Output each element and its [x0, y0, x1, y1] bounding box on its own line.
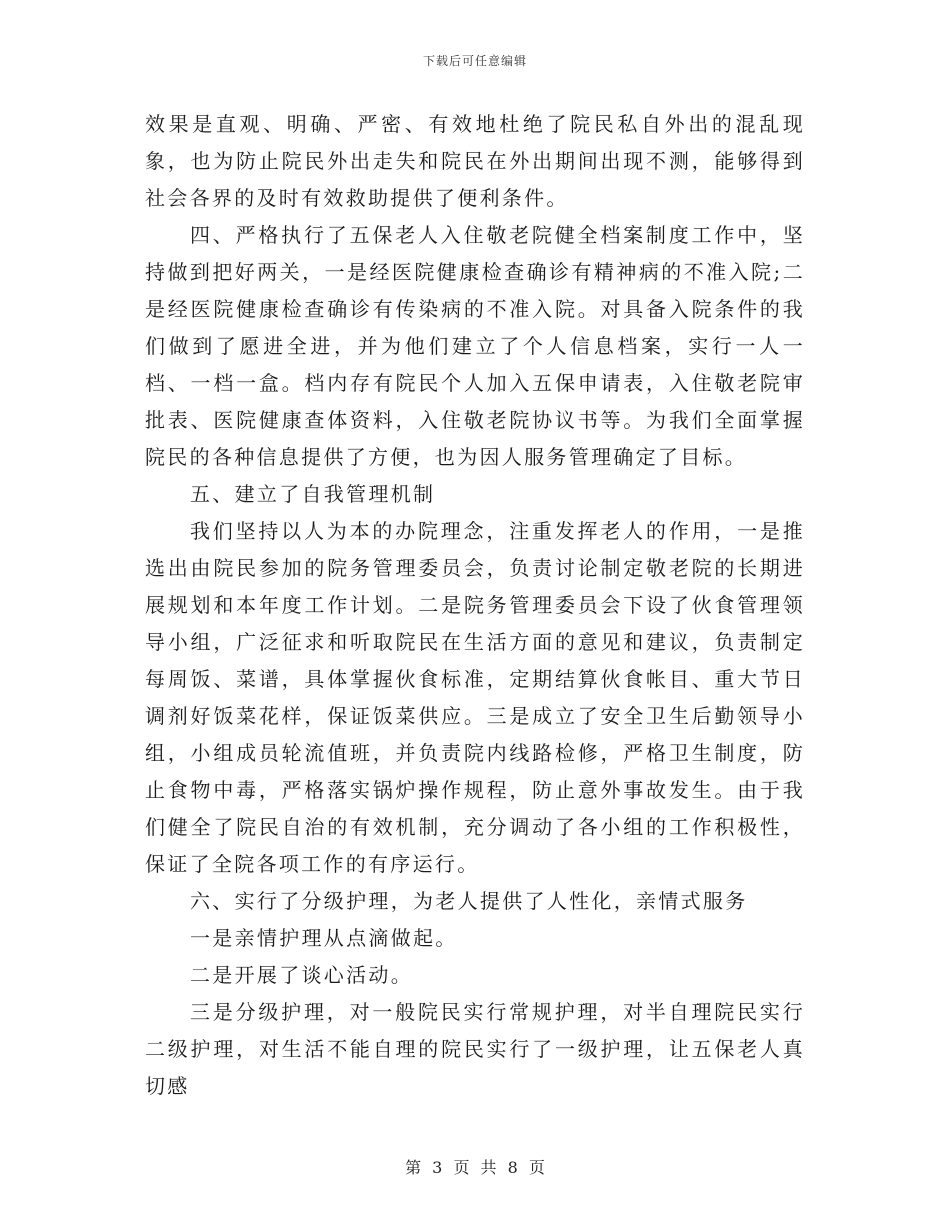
list-item-1: 一是亲情护理从点滴做起。: [190, 926, 458, 950]
section-heading-5: 五、建立了自我管理机制: [190, 482, 436, 506]
page-header-note: 下载后可任意编辑: [422, 54, 527, 68]
body-paragraph-1: 效果是直观、明确、严密、有效地杜绝了院民私自外出的混乱现象，也为防止院民外出走失和院民在外出期间出现不测，能够得到社会各界的及时有效救助提供了便利条件。: [145, 112, 805, 210]
body-paragraph-3: 我们坚持以人为本的办院理念，注重发挥老人的作用，一是推选出由院民参加的院务管理委员会，负责讨论制定敬老院的长期进展规划和本年度工作计划。二是院务管理委员会下设了伙食管理领导小组，广泛征求和听取院民在生活方面的意见和建议，负责制定每周饭、菜谱，具体掌握伙食标准，定期结算伙食帐目、重大节日调剂好饭菜花样，保证饭菜供应。三是成立了安全卫生后勤领导小组，小组成员轮流值班，并负责院内线路检修，严格卫生制度，防止食物中毒，严格落实锅炉操作规程，防止意外事故发生。由于我们健全了院民自治的有效机制，充分调动了各小组的工作积极性，保证了全院各项工作的有序运行。: [145, 519, 805, 876]
list-item-2: 二是开展了谈心活动。: [190, 963, 413, 987]
document-body: [145, 106, 805, 1105]
section-heading-6: 六、实行了分级护理，为老人提供了人性化，亲情式服务: [190, 889, 748, 913]
list-item-3: 三是分级护理，对一般院民实行常规护理，对半自理院民实行二级护理，对生活不能自理的院民实行了一级护理，让五保老人真切感: [145, 1000, 805, 1098]
body-paragraph-2: 四、严格执行了五保老人入住敬老院健全档案制度工作中，坚持做到把好两关，一是经医院健康检查确诊有精神病的不准入院;二是经医院健康检查确诊有传染病的不准入院。对具备入院条件的我们做到了愿进全进，并为他们建立了个人信息档案，实行一人一档、一档一盒。档内存有院民个人加入五保申请表，入住敬老院审批表、医院健康查体资料，入住敬老院协议书等。为我们全面掌握院民的各种信息提供了方便，也为因人服务管理确定了目标。: [145, 223, 805, 469]
page-number-footer: 第 3 页 共 8 页: [405, 1158, 545, 1177]
